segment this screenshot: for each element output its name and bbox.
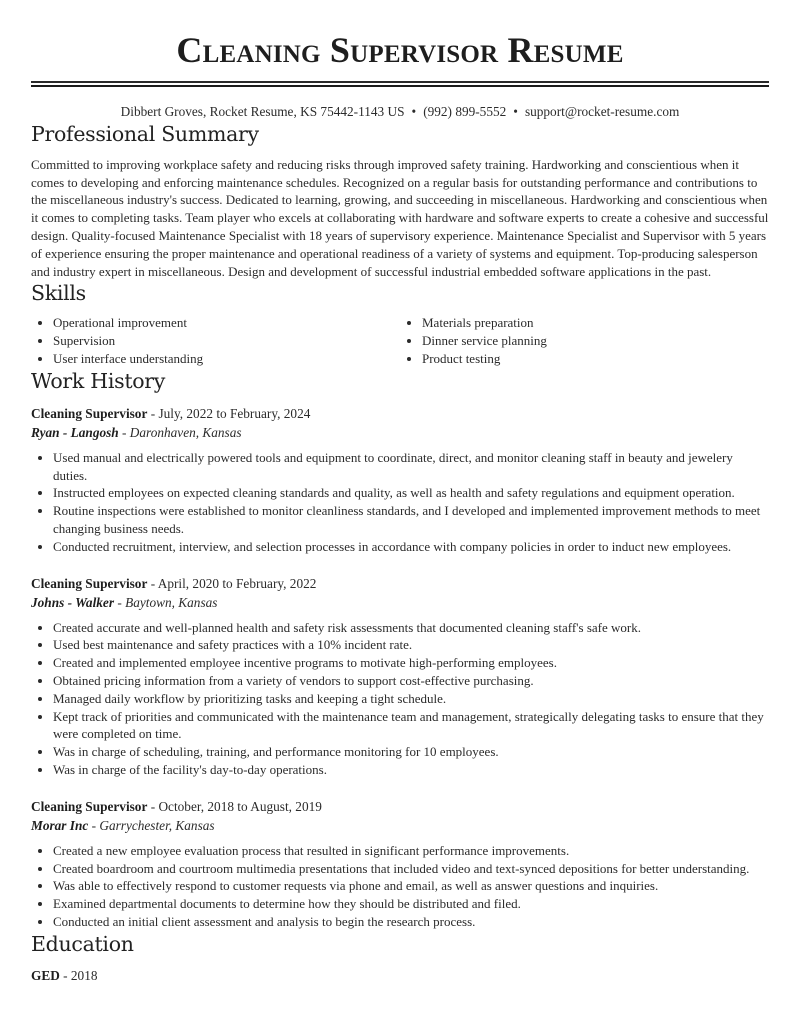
skills-list-right [400,314,769,367]
education-heading: Education [31,931,134,956]
job-company-line [31,423,769,443]
work-history-heading: Work History [31,368,166,393]
job-bullet: • Routine inspections were established to monitor cleanliness standards, and I developed and implemented improvement methods to meet changing business needs. [53,502,769,538]
job-header [31,404,769,424]
skills-heading: Skills [31,281,86,306]
job-title: Cleaning Supervisor [31,405,148,421]
header-double-rule [31,81,769,87]
job-company: Ryan - Langosh [31,425,119,441]
job-bullet: • Managed daily workflow by prioritizing tasks and keeping a tight schedule. [53,690,769,708]
skill-item: • User interface understanding [53,350,400,368]
job-location: Baytown, Kansas [125,595,218,611]
education-entry [31,967,769,985]
job-entry [31,404,769,556]
job-bullet: • Used manual and electrically powered tools and equipment to coordinate, direct, and monitor cleaning staff in beauty and jewelery duties. [53,449,769,485]
job-bullet: • Conducted an initial client assessment and analysis to begin the research process. [53,913,769,931]
job-entry [31,574,769,779]
job-company: Johns - Walker [31,595,115,611]
contact-email: support@rocket-resume.com [524,104,680,119]
job-dates: July, 2022 to February, 2024 [158,405,311,421]
summary-heading: Professional Summary [31,121,259,146]
job-bullet: • Examined departmental documents to determine how they should be distributed and filed. [53,895,769,913]
job-bullet: • Instructed employees on expected cleaning standards and quality, as well as health and safety regulations and equipment operation. [53,484,769,502]
job-bullet: • Created a new employee evaluation process that resulted in significant performance improvements. [53,842,769,860]
contact-address: Dibbert Groves, Rocket Resume, KS 75442-1143 US [120,104,405,119]
skill-item: • Operational improvement [53,314,400,332]
dash: - [147,405,159,421]
education-year: 2018 [70,967,98,983]
summary-text: Committed to improving workplace safety and reducing risks through improved safety training. Hardworking and conscientious when it comes to developing and enforcing maintenance schedules. Recognized on a regular basis for outstanding performance and contributions to the miscellaneous industry's success. Dedicated to learning, growing, and succeeding in miscellaneous. Hardworking and conscientious when it comes to completing tasks. Team player who excels at collaborating with hardware and software experts to create a cohesive and successful design. Quality-focused Maintenance Specialist with 18 years of supervisory experience. Maintenance Specialist and Supervisor with 5 years of experience ensuring the proper maintenance and operational readiness of a variety of systems and equipment. Top-producing salesperson and industry expert in miscellaneous. Design and development of successful industrial embedded software applications in the past. [31,156,769,279]
job-bullets [31,842,769,931]
job-bullet: • Kept track of priorities and communicated with the maintenance team and management, strategically delegating tasks to ensure that they were completed on time. [53,708,769,744]
job-dates: October, 2018 to August, 2019 [158,798,322,814]
job-entry [31,797,769,931]
skill-item: • Product testing [422,350,769,368]
job-company: Morar Inc [31,818,89,834]
job-bullet: • Was able to effectively respond to customer requests via phone and email, as well as answer questions and inquiries. [53,877,769,895]
job-title: Cleaning Supervisor [31,798,148,814]
job-bullet: • Used best maintenance and safety practices with a 10% incident rate. [53,636,769,654]
work-history-section [31,368,769,931]
dash: - [147,575,158,591]
rule-thin-line [31,81,769,83]
rule-thick-line [31,85,769,88]
job-bullet: • Created accurate and well-planned health and safety risk assessments that documented cleaning staff's safe work. [53,619,769,637]
skill-item: • Materials preparation [422,314,769,332]
dash: - [147,798,159,814]
education-section [31,931,769,985]
skills-list-left [31,314,400,367]
contact-phone: (992) 899-5552 [423,104,507,119]
resume-title: Cleaning Supervisor Resume [176,30,624,70]
skill-item: • Supervision [53,332,400,350]
job-location: Daronhaven, Kansas [129,425,242,441]
job-title: Cleaning Supervisor [31,575,148,591]
job-dates: April, 2020 to February, 2022 [157,575,317,591]
dash: - [88,818,100,834]
job-bullet: • Was in charge of scheduling, training, and performance monitoring for 10 employees. [53,743,769,761]
education-degree: GED [31,967,60,983]
job-header [31,574,769,594]
job-bullet: • Obtained pricing information from a variety of vendors to support cost-effective purchasing. [53,672,769,690]
skills-section [31,280,769,367]
job-header [31,797,769,817]
contact-separator: • [513,104,518,119]
dash: - [118,425,130,441]
job-bullets [31,619,769,779]
job-bullet: • Was in charge of the facility's day-to-day operations. [53,761,769,779]
job-bullet: • Created boardroom and courtroom multimedia presentations that included video and text-synced depositions for better understanding. [53,860,769,878]
job-bullet: • Created and implemented employee incentive programs to motivate high-performing employees. [53,654,769,672]
skill-item: • Dinner service planning [422,332,769,350]
job-location: Garrychester, Kansas [99,818,215,834]
contact-separator: • [411,104,417,119]
job-bullet: • Conducted recruitment, interview, and selection processes in accordance with company policies in order to induct new employees. [53,538,769,556]
contact-line [31,103,769,121]
skills-columns [31,314,769,367]
dash: - [59,967,71,983]
job-company-line [31,816,769,836]
job-company-line [31,593,769,613]
summary-section [31,121,769,281]
job-bullets [31,449,769,556]
dash: - [114,595,126,611]
